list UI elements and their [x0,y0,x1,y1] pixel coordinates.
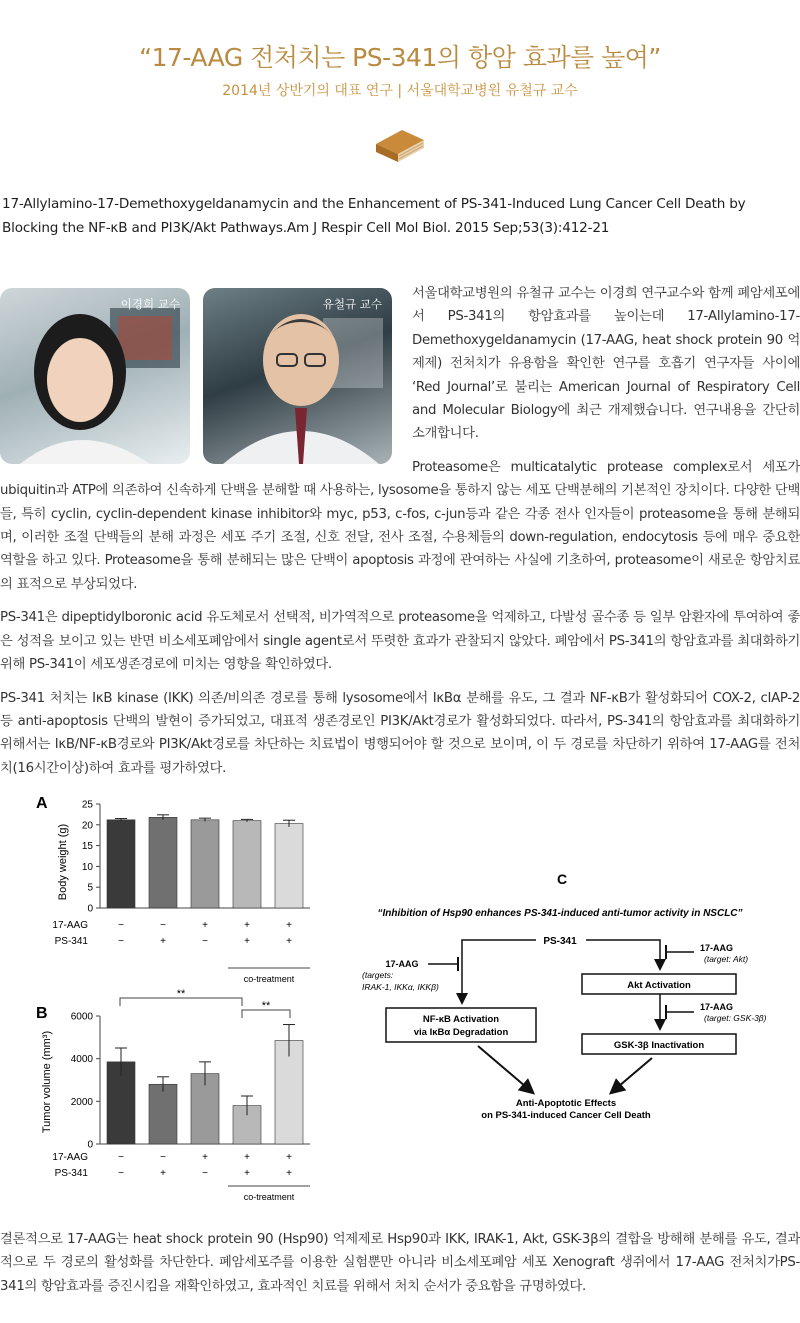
diagram-title: “Inhibition of Hsp90 enhances PS-341-induced anti-tumor activity in NSCLC” [377,908,743,919]
treatment-sign: + [286,936,292,947]
conclusion-paragraph: 결론적으로 17-AAG는 heat shock protein 90 (Hsp90) 억제제로 Hsp90과 IKK, IRAK-1, Akt, GSK-3β의 결합을 방해해 분해를 유도, 결과적으로 두 경로의 활성화를 차단한다. 폐암세포주를 이용한 실험뿐만 아니라 비소세포폐암 세포 Xenograft 생쥐에서 17-AAG 전처치가PS-341의 항암효과를 증진시킴을 재확인하였고, 효과적인 치료를 위해서 처치 순서가 중요함을 규명하였다. [0,1232,800,1294]
box-nfkb-label: via IκBα Degradation [413,1027,509,1038]
y-tick-label: 0 [87,1139,93,1151]
treatment-sign: − [118,1152,124,1163]
box-nfkb-label: NF-κB Activation [422,1014,500,1025]
box-gsk-label: GSK-3β Inactivation [613,1040,705,1051]
treatment-sign: + [202,920,208,931]
row-label-17aag: 17-AAG [52,1152,88,1163]
y-tick-label: 10 [81,861,93,873]
targets-label: IRAK-1, IKKα, IKKβ) [362,982,439,992]
book-icon [372,122,428,166]
y-tick-label: 15 [81,841,93,853]
significance-mark: ** [176,988,186,1000]
panel-label-a: A [36,795,48,812]
y-tick-label: 20 [81,820,93,832]
treatment-sign: + [244,1168,250,1179]
treatment-sign: − [118,1168,124,1179]
treatment-sign: + [286,1168,292,1179]
page-title: “17-AAG 전처치는 PS-341의 항암 효과를 높여” [139,43,661,72]
treatment-sign: − [202,936,208,947]
effect-label: on PS-341-induced Cancer Cell Death [481,1110,651,1121]
chart-panel-b [36,988,310,1202]
row-label-17aag: 17-AAG [52,920,88,931]
node-ps341: PS-341 [543,936,577,947]
y-tick-label: 25 [81,799,93,811]
y-axis-label: Tumor volume (mm³) [41,1030,53,1134]
y-tick-label: 6000 [70,1011,93,1023]
treatment-sign: + [202,1152,208,1163]
pathway-diagram [362,871,767,1121]
treatment-sign: − [160,920,166,931]
inhibitor-label-right-2: 17-AAG [700,1002,734,1012]
paragraph: PS-341은 dipeptidylboronic acid 유도체로서 선택적, 비가역적으로 proteasome을 억제하고, 다발성 골수종 등 일부 암환자에 투여하여 좋은 성적을 보이고 있는 반면 비소세포폐암에서 single agent로서 뚜렷한 효과가 관찰되지 않았다. 폐암에서 PS-341의 항암효과를 최대화하기 위해 PS-341이 세포생존경로에 미치는 영향을 확인하였다. [0,610,800,673]
row-label-ps341: PS-341 [54,936,88,947]
y-tick-label: 5 [87,882,93,894]
page-subtitle: 2014년 상반기의 대표 연구 | 서울대학교병원 유철규 교수 [222,83,578,99]
targets-label: (targets: [362,970,394,980]
bar [149,817,177,908]
photo-caption: 이경희 교수 [120,297,180,311]
y-tick-label: 4000 [70,1054,93,1066]
target-label: (target: GSK-3β) [704,1013,767,1023]
photo-caption: 유철규 교수 [322,297,382,311]
arrow-ps341-nfkb [462,940,536,1002]
treatment-sign: + [286,920,292,931]
paragraph: Proteasome은 multicatalytic protease complex로서 세포가 ubiquitin과 ATP에 의존하여 신속하게 단백을 분해할 때 사용하는, lysosome을 통하지 않는 세포 단백분해의 기본적인 장치이다. 다양한 단백들, 특히 cyclin, cyclin-dependent kinase inhibitor와 myc, p53, c-fos, c-jun등과 같은 각종 전사 인자들이 proteasome을 통해 분해되며, 이러한 조절 단백들의 분해 과정은 세포 주기 조절, 신호 전달, 전사 조절, 수용체들의 down-regulation, endocytosis 등에 매우 중요한 역할을 하고 있다. Proteasome을 통해 분해되는 많은 단백이 apoptosis 과정에 관여하는 사실에 기초하여, proteasome이 새로운 항암치료의 표적으로 부상되었다. [0,459,800,592]
paragraph: 서울대학교병원의 유철규 교수는 이경희 연구교수와 함께 폐암세포에서 PS-341의 항암효과를 높이는데 17-Allylamino-17-Demethoxygeldanamycin (17-AAG, heat shock protein 90 억제제) 전처치가 유용함을 확인한 연구를 호흡기 연구자들 사이에 ‘Red Journal’로 불리는 American Journal of Respiratory Cell and Molecular Biology에 최근 개제했습니다. 연구내용을 간단히 소개합니다. [412,286,800,442]
inhibitor-label-right-1: 17-AAG [700,943,734,953]
bar [275,824,303,908]
y-tick-label: 2000 [70,1096,93,1108]
treatment-sign: + [244,936,250,947]
y-tick-label: 0 [87,903,93,915]
arrow-ps341-akt [586,940,660,968]
bar [107,820,135,908]
article-body [0,282,800,790]
effect-label: Anti-Apoptotic Effects [515,1098,617,1109]
significance-mark: ** [261,1000,271,1012]
arrow-gsk-effect [612,1058,652,1092]
treatment-sign: − [202,1168,208,1179]
treatment-sign: − [118,920,124,931]
treatment-sign: − [118,936,124,947]
citation: 17-Allylamino-17-Demethoxygeldanamycin and the Enhancement of PS-341-Induced Lung Cancer Cell Death by Blocking the NF-κB and PI3K/Akt Pathways.Am J Respir Cell Mol Biol. 2015 Sep;53(3):412-21 [2,196,746,236]
treatment-sign: − [160,1152,166,1163]
bar [233,821,261,908]
panel-label-c: C [556,871,568,887]
box-akt-label: Akt Activation [627,980,691,991]
treatment-sign: + [286,1152,292,1163]
treatment-sign: + [244,920,250,931]
y-axis-label: Body weight (g) [57,823,69,901]
co-treatment-label: co-treatment [243,1192,295,1202]
arrow-nfkb-effect [478,1046,532,1092]
treatment-sign: + [160,936,166,947]
bar [191,820,219,908]
treatment-sign: + [244,1152,250,1163]
co-treatment-label: co-treatment [243,974,295,984]
figure [0,792,800,1212]
row-label-ps341: PS-341 [54,1168,88,1179]
inhibitor-label-left: 17-AAG [385,959,419,969]
paragraph: PS-341 처치는 IκB kinase (IKK) 의존/비의존 경로를 통해 lysosome에서 IκBα 분해를 유도, 그 결과 NF-κB가 활성화되어 COX-2, cIAP-2 등 anti-apoptosis 단백의 발현이 증가되었고, 대표적 생존경로인 PI3K/Akt경로가 활성화되었다. 따라서, PS-341의 항암효과를 최대화하기 위해서는 IκB/NF-κB경로와 PI3K/Akt경로를 차단하는 치료법이 병행되어야 할 것으로 보이며, 이 두 경로를 차단하기 위하여 17-AAG를 전처치(16시간이상)하여 효과를 평가하였다. [0,690,800,776]
chart-panel-a [36,795,310,984]
treatment-sign: + [160,1168,166,1179]
panel-label-b: B [36,1005,48,1022]
target-label: (target: Akt) [704,954,749,964]
bar [149,1084,177,1144]
